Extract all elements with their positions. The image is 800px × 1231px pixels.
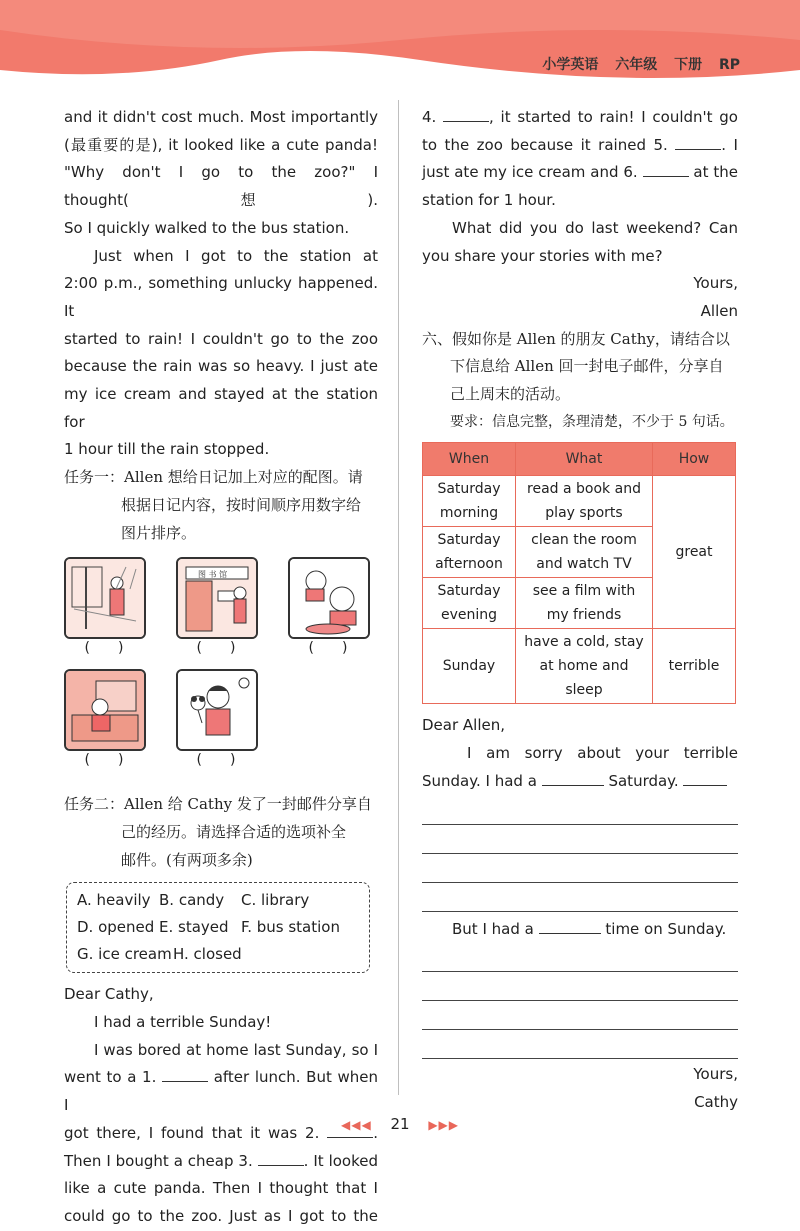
table-header-row (423, 443, 736, 476)
options-box (66, 882, 370, 973)
reply-blank[interactable] (539, 917, 601, 934)
reply-greeting: Dear Allen, (422, 716, 506, 735)
reply-line: But I had a time on Sunday. (422, 916, 738, 944)
picture-ordering-grid (64, 551, 378, 791)
blank-6[interactable] (643, 160, 689, 177)
email-line: I was bored at home last Sunday, so I (94, 1040, 378, 1059)
table-cell-when: Saturday morning (423, 476, 516, 527)
writing-line[interactable] (422, 1030, 738, 1059)
email-sign-name: Allen (700, 301, 738, 320)
diary-line: because the rain was so heavy. I just ate (64, 357, 378, 376)
table-cell-when: Saturday afternoon (423, 527, 516, 578)
reply-line: I am sorry about your terrible (467, 744, 738, 763)
writing-line[interactable] (422, 1001, 738, 1030)
table-cell-what: see a film with my friends (516, 578, 653, 629)
table-row (423, 629, 736, 704)
svg-text:图 书 馆: 图 书 馆 (198, 570, 228, 580)
header-grade: 六年级 (615, 57, 658, 73)
diary-line: started to rain! I couldn't go to the zoo (64, 329, 378, 348)
page-footer (0, 1115, 800, 1133)
picture-bus-station (64, 557, 146, 639)
option: F. bus station (241, 918, 340, 937)
diary-line: "Why don't I go to the zoo?" I thought(想). (64, 163, 378, 210)
email-line: got there, I found that it was 2. . (64, 1120, 378, 1148)
reply-sign-off: Yours, (693, 1065, 738, 1084)
option: D. opened (77, 918, 155, 937)
diary-line: 2:00 p.m., something unlucky happened. It (64, 274, 378, 320)
left-column (64, 104, 378, 1231)
page-number: 21 (390, 1115, 410, 1133)
writing-line[interactable] (422, 943, 738, 972)
header-term: 下册 (674, 57, 703, 73)
writing-line[interactable] (422, 854, 738, 883)
table-cell-what: read a book and play sports (516, 476, 653, 527)
options-row (77, 914, 359, 941)
task1-text: 根据日记内容，按时间顺序用数字给 (121, 495, 362, 514)
section-6-text: 假如你是 Allen 的朋友 Cathy，请结合以 (452, 329, 730, 348)
diary-line: (最重要的是), it looked like a cute panda! (64, 135, 378, 154)
picture-library (176, 557, 258, 639)
answer-paren[interactable]: ( ) (84, 752, 124, 769)
email-line: could go to the zoo. Just as I got to the (64, 1206, 378, 1225)
section-6-requirement: 要求：信息完整，条理清楚，不少于 5 句话。 (450, 413, 734, 430)
table-cell-when: Saturday evening (423, 578, 516, 629)
table-cell-how: great (653, 476, 736, 629)
page-header-banner (0, 0, 800, 80)
task1 (64, 464, 378, 547)
column-divider (398, 100, 399, 1095)
option: G. ice cream (77, 945, 172, 964)
diary-line: So I quickly walked to the bus station. (64, 218, 350, 237)
task2-text: Allen 给 Cathy 发了一封邮件分享自 (124, 795, 372, 814)
blank-1[interactable] (162, 1065, 208, 1082)
table-row (423, 476, 736, 527)
section-6 (422, 326, 738, 437)
table-header: When (423, 443, 516, 476)
table-cell-how: terrible (653, 629, 736, 704)
picture-panda-ice-cream (176, 669, 258, 751)
email-line: station for 1 hour. (422, 191, 556, 210)
section-6-text: 下信息给 Allen 回一封电子邮件，分享自 (450, 357, 724, 376)
email-line: went to a 1. after lunch. But when I (64, 1064, 378, 1119)
answer-paren[interactable]: ( ) (308, 640, 348, 657)
table-cell-what: clean the room and watch TV (516, 527, 653, 578)
email-line: to the zoo because it rained 5. . I (422, 132, 738, 160)
writing-line[interactable] (422, 972, 738, 1001)
blank-5[interactable] (675, 133, 721, 150)
option: B. candy (159, 891, 225, 910)
email-line: like a cute panda. Then I thought that I (64, 1179, 378, 1198)
diary-line: Just when I got to the station at (94, 246, 378, 265)
email-line: just ate my ice cream and 6. at the (422, 159, 738, 187)
info-table (422, 442, 736, 704)
right-column (422, 104, 738, 1117)
reply-blank[interactable] (683, 769, 727, 786)
task2-text: 邮件。(有两项多余) (121, 850, 253, 869)
option: E. stayed (159, 918, 229, 937)
email-line: 4. , it started to rain! I couldn't go (422, 104, 738, 132)
blank-4[interactable] (443, 105, 489, 122)
options-row (77, 887, 359, 914)
email-sign-off: Yours, (693, 274, 738, 293)
option: H. closed (173, 945, 242, 964)
writing-line[interactable] (422, 796, 738, 825)
header-edition: RP (718, 57, 740, 73)
task2-text: 己的经历。请选择合适的选项补全 (121, 822, 347, 841)
options-row (77, 941, 359, 968)
email-line: What did you do last weekend? Can (452, 218, 738, 237)
writing-line[interactable] (422, 825, 738, 854)
right-arrows-icon: ▶▶▶ (428, 1118, 460, 1132)
task1-label: 任务一： (64, 468, 125, 487)
table-cell-what: have a cold, stay at home and sleep (516, 629, 653, 704)
task2-label: 任务二： (64, 795, 125, 814)
diary-line: and it didn't cost much. Most importantly (64, 108, 378, 126)
task1-text: 图片排序。 (121, 523, 197, 542)
option: A. heavily (77, 891, 151, 910)
reply-line: Sunday. I had a Saturday. (422, 768, 738, 796)
option: C. library (241, 891, 310, 910)
email-line: Then I bought a cheap 3. . It looked (64, 1148, 378, 1176)
writing-line[interactable] (422, 883, 738, 912)
reply-sign-name: Cathy (694, 1092, 738, 1111)
blank-3[interactable] (258, 1149, 304, 1166)
table-header: How (653, 443, 736, 476)
diary-line: my ice cream and stayed at the station for (64, 385, 378, 431)
picture-home (64, 669, 146, 751)
answer-paren[interactable]: ( ) (196, 640, 236, 657)
task2 (64, 791, 378, 874)
table-cell-when: Sunday (423, 629, 516, 704)
answer-paren[interactable]: ( ) (196, 752, 236, 769)
section-6-text: 己上周末的活动。 (450, 385, 571, 404)
task1-text: Allen 想给日记加上对应的配图。请 (124, 468, 363, 487)
answer-paren[interactable]: ( ) (84, 640, 124, 657)
email-greeting: Dear Cathy, (64, 985, 154, 1004)
diary-line: 1 hour till the rain stopped. (64, 440, 270, 459)
header-subject: 小学英语 (542, 57, 599, 73)
email-line: I had a terrible Sunday! (94, 1013, 272, 1032)
left-arrows-icon: ◀◀◀ (340, 1118, 372, 1132)
table-header: What (516, 443, 653, 476)
reply-blank[interactable] (542, 769, 604, 786)
header-book-info (530, 54, 740, 74)
picture-eating (288, 557, 370, 639)
section-6-number: 六、 (422, 329, 453, 348)
email-line: you share your stories with me? (422, 246, 663, 265)
